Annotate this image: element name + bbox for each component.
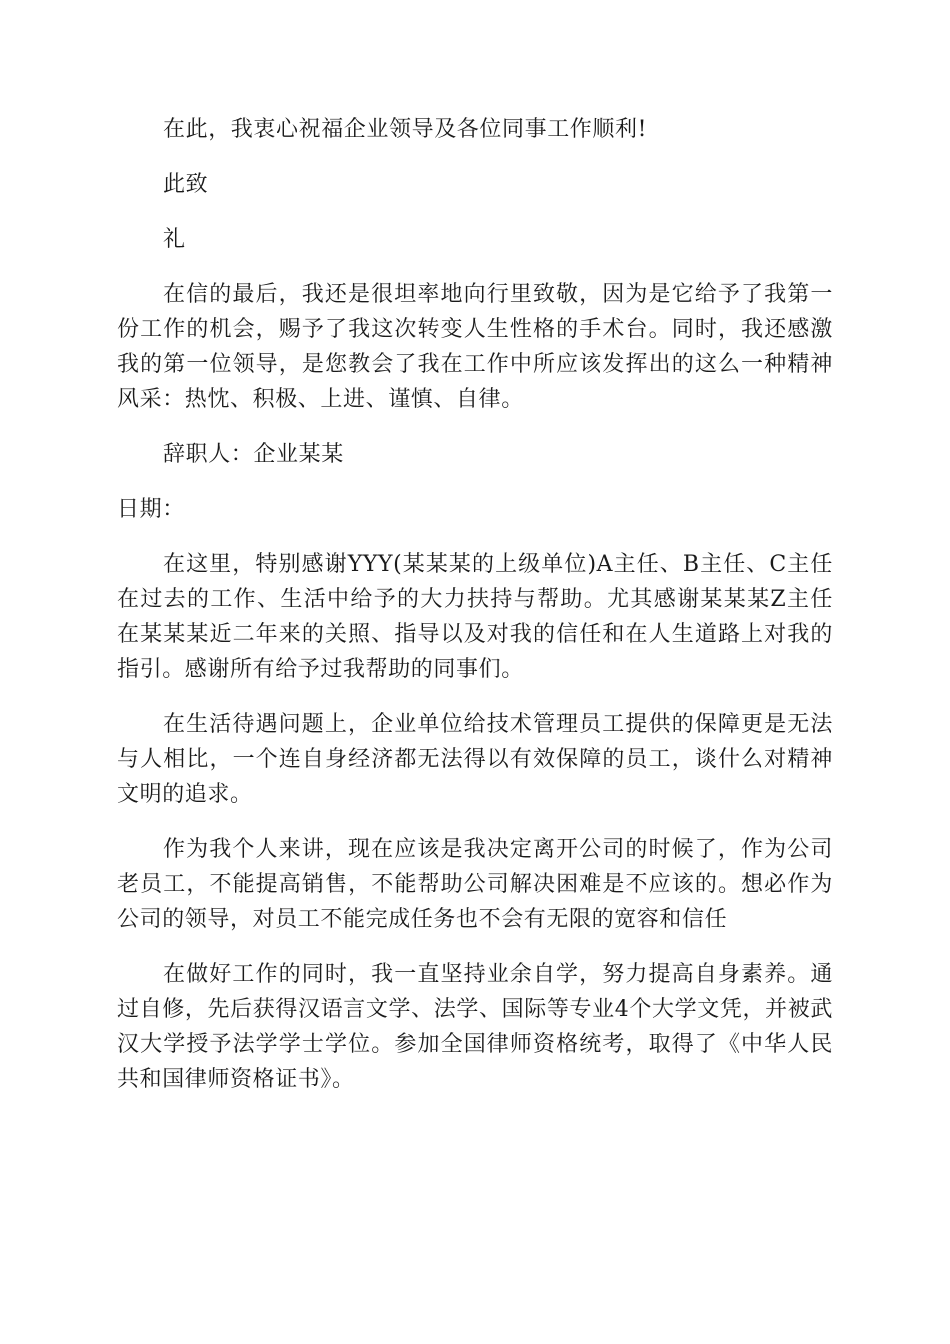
paragraph-final-thanks: 在信的最后，我还是很坦率地向行里致敬，因为是它给予了我第一份工作的机会，赐予了我这次转变人生性格的手术台。同时，我还感激我的第一位领导，是您教会了我在工作中所应该发挥出的这么一种精神风采：热忱、积极、上进、谨慎、自律。 — [117, 282, 833, 412]
paragraph-resigner: 辞职人：企业某某 — [163, 442, 344, 467]
paragraph-thanks-superiors: 在这里，特别感谢YYY(某某某的上级单位)A主任、B主任、C主任在过去的工作、生活中给予的大力扶持与帮助。尤其感谢某某某Z主任在某某某近二年来的关照、指导以及对我的信任和在人生道路上对我的指引。感谢所有给予过我帮助的同事们。 — [117, 552, 833, 682]
document-body — [117, 112, 833, 1117]
paragraph-self-study: 在做好工作的同时，我一直坚持业余自学，努力提高自身素养。通过自修，先后获得汉语言文学、法学、国际等专业4个大学文凭，并被武汉大学授予法学学士学位。参加全国律师资格统考，取得了《中华人民共和国律师资格证书》。 — [117, 962, 833, 1092]
paragraph-living-conditions: 在生活待遇问题上，企业单位给技术管理员工提供的保障更是无法与人相比，一个连自身经济都无法得以有效保障的员工，谈什么对精神文明的追求。 — [117, 712, 833, 807]
paragraph-salutation-1: 此致 — [163, 172, 209, 197]
paragraph-salutation-2: 礼 — [163, 227, 186, 252]
paragraph-personal-view: 作为我个人来讲，现在应该是我决定离开公司的时候了，作为公司老员工，不能提高销售，不能帮助公司解决困难是不应该的。想必作为公司的领导，对员工不能完成任务也不会有无限的宽容和信任 — [117, 837, 833, 932]
paragraph-blessing: 在此，我衷心祝福企业领导及各位同事工作顺利! — [163, 117, 648, 142]
paragraph-date: 日期： — [117, 497, 185, 522]
